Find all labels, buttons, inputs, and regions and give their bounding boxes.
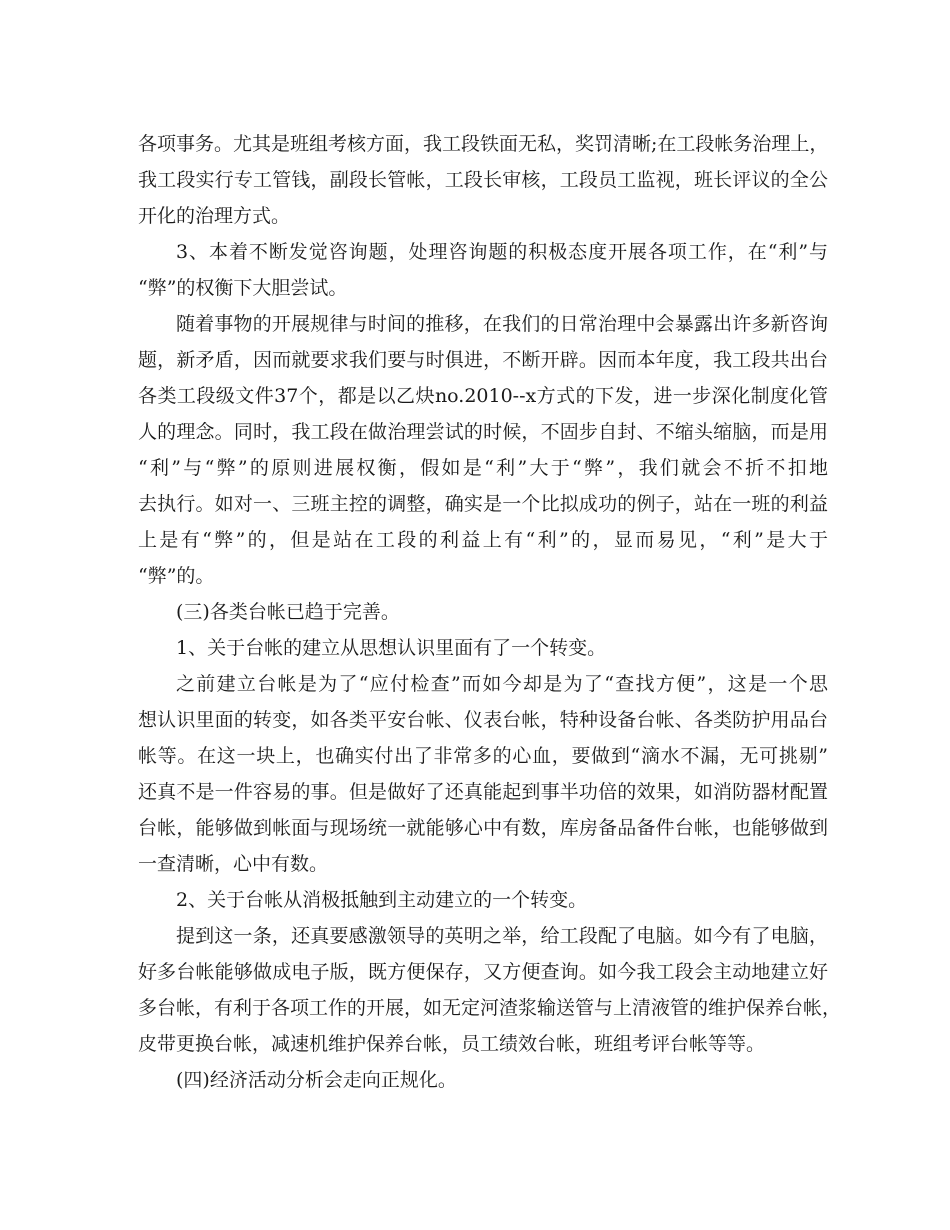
text-line-26: 皮带更换台帐，减速机维护保养台帐，员工绩效台帐，班组考评台帐等等。 [138, 1033, 766, 1055]
text-line-25: 多台帐，有利于各项工作的开展，如无定河渣浆输送管与上清液管的维护保养台帐， [138, 997, 842, 1019]
text-line-5: “弊”的权衡下大胆尝试。 [138, 277, 348, 299]
text-line-3: 开化的治理方式。 [138, 205, 291, 227]
subheading-1: 1、关于台帐的建立从思想认识里面有了一个转变。 [176, 637, 607, 659]
text-line-2: 我工段实行专工管钱，副段长管帐，工段长审核，工段员工监视，班长评议的全公 [138, 169, 828, 191]
text-line-18: 帐等。在这一块上，也确实付出了非常多的心血，要做到“滴水不漏，无可挑剔” [138, 745, 828, 767]
text-line-17: 想认识里面的转变，如各类平安台帐、仪表台帐，特种设备台帐、各类防护用品台 [138, 709, 828, 731]
document-body [138, 126, 842, 1098]
text-line-19: 还真不是一件容易的事。但是做好了还真能起到事半功倍的效果，如消防器材配置 [138, 781, 828, 803]
text-line-10: “利”与“弊”的原则进展权衡，假如是“利”大于“弊”，我们就会不折不扣地 [138, 457, 828, 479]
section-heading-3: (三)各类台帐已趋于完善。 [176, 601, 400, 623]
text-line-4: 3、本着不断发觉咨询题，处理咨询题的积极态度开展各项工作，在“利”与 [176, 241, 828, 263]
text-line-23: 提到这一条，还真要感激领导的英明之举，给工段配了电脑。如今有了电脑， [176, 925, 828, 947]
text-line-6: 随着事物的开展规律与时间的推移，在我们的日常治理中会暴露出许多新咨询 [176, 313, 828, 335]
text-line-20: 台帐，能够做到帐面与现场统一就能够心中有数，库房备品备件台帐，也能够做到 [138, 817, 828, 839]
text-line-16: 之前建立台帐是为了“应付检查”而如今却是为了“查找方便”，这是一个思 [176, 673, 828, 695]
text-line-21: 一查清晰，心中有数。 [138, 853, 329, 875]
text-line-9: 人的理念。同时，我工段在做治理尝试的时候，不固步自封、不缩头缩脑，而是用 [138, 421, 828, 443]
text-line-11: 去执行。如对一、三班主控的调整，确实是一个比拟成功的例子，站在一班的利益 [138, 493, 828, 515]
section-heading-4: (四)经济活动分析会走向正规化。 [176, 1069, 457, 1091]
text-line-1: 各项事务。尤其是班组考核方面，我工段铁面无私，奖罚清晰;在工段帐务治理上， [138, 133, 829, 155]
text-line-13: “弊”的。 [138, 565, 215, 587]
text-line-7: 题，新矛盾，因而就要求我们要与时俱进，不断开辟。因而本年度，我工段共出台 [138, 349, 828, 371]
subheading-2: 2、关于台帐从消极抵触到主动建立的一个转变。 [176, 889, 588, 911]
text-line-24: 好多台帐能够做成电子版，既方便保存，又方便查询。如今我工段会主动地建立好 [138, 961, 828, 983]
text-line-8: 各类工段级文件37个，都是以乙炔no.2010--x方式的下发，进一步深化制度化管 [138, 385, 828, 407]
text-line-12: 上是有“弊”的，但是站在工段的利益上有“利”的，显而易见，“利”是大于 [138, 529, 828, 551]
